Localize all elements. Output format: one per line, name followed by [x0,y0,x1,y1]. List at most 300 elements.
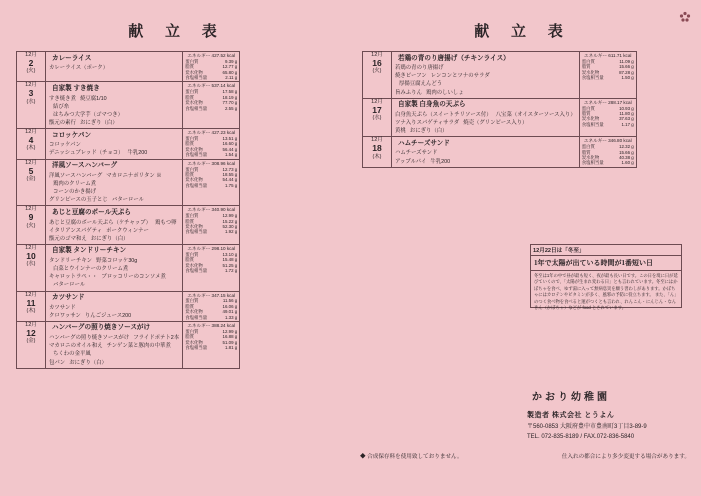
menu-month: 12月 [25,52,37,58]
menu-item-detail: フライドポテト2本 [133,335,180,342]
nutrition-row [581,75,635,80]
nutrition-value: 1.92 g [224,229,238,235]
menu-item-detail: おにぎり（白） [79,120,118,127]
nutrition-energy: エネルギー 427.52 kcal [187,53,236,58]
nutrition-cell [183,159,240,206]
nutrition-label: 蛋白質 [581,144,595,150]
nutrition-label: 炭水化物 [185,146,203,152]
nutrition-value: 13.10 g [222,251,238,257]
nutrition-row [184,152,238,157]
menu-main-dish: 若鶏の青のり唐揚げ（チキンライス） [398,54,510,62]
nutrition-energy: エネルギー 308.96 kcal [187,160,236,166]
nutrition-value: 12.32 g [619,144,634,150]
menu-item-detail: ちくわの金平風 [53,351,91,358]
menu-item [49,304,179,312]
menu-item-detail: 鶏肉のしいしょ [425,89,464,96]
nutrition-cell [183,244,240,291]
notice-title: 1年で太陽が出ている時間が1番短い日 [531,256,681,271]
menu-item-detail: マカロニナポリタン ※ [106,172,162,179]
menu-item-detail: 野菜コロッケ30g [96,258,138,265]
menu-item-name: 包パン [49,359,66,366]
nutrition-energy: エネルギー 340.90 kcal [187,207,236,213]
nutrition-value: 16.06 g [222,303,238,309]
menu-day: 4 [28,135,34,146]
nutrition-label: 炭水化物 [185,339,203,345]
nutrition-value: 77.70 g [222,100,238,106]
nutrition-value: 18.55 g [222,171,238,177]
menu-item-name: グリンピースの玉子とじ [49,197,108,204]
menu-date-cell [363,137,392,167]
nutrition-cell [183,82,240,129]
nutrition-value: 1.81 g [224,345,238,351]
menu-item-detail [448,64,576,72]
nutrition-cell [183,52,240,82]
nutrition-value: 1.33 g [224,314,238,320]
nutrition-row [184,268,238,273]
menu-item [49,196,179,204]
nutrition-label: 食塩相当量 [185,182,208,188]
nutrition-label: 食塩相当量 [185,314,208,320]
manufacturer-address: 〒560-0853 大阪府豊中市豊南町3丁目3-89-9 [527,423,647,430]
menu-date-cell [363,52,392,99]
nutrition-label: 食塩相当量 [581,121,604,127]
nutrition-value: 37.63 g [619,116,634,122]
menu-content-cell [46,82,183,129]
menu-item-name: 若鶏の青のり唐揚げ [395,65,444,72]
nutrition-energy: エネルギー 298.10 kcal [187,245,236,251]
nutrition-cell [579,52,636,99]
nutrition-label: 脂質 [185,171,194,177]
menu-item-detail: 厚揚豆腐えんどう [399,81,443,88]
nutrition-value: 51.25 g [222,262,238,268]
nutrition-value: 10.93 g [619,105,634,111]
table-row [17,244,240,291]
nutrition-row [581,122,635,127]
nutrition-label: 食塩相当量 [581,160,604,166]
menu-item-detail: ブロッコリーのコンソメ煮 [101,274,166,281]
nutrition-label: 脂質 [185,257,194,263]
nutrition-row [184,315,238,320]
nutrition-label: 食塩相当量 [185,345,208,351]
nutrition-label: 炭水化物 [185,100,203,106]
nutrition-value: 15.66 g [619,149,634,155]
nutrition-value: 1.50 g [621,75,634,81]
menu-month: 12月 [25,159,37,166]
menu-item-name: 洋風ソースハンバーグ [49,172,103,179]
menu-date-cell [17,244,46,291]
nutrition-cell [579,98,636,137]
nutrition-value: 12.99 g [222,213,238,219]
nutrition-label: 炭水化物 [185,69,203,75]
menu-content-cell [46,291,183,321]
menu-item [49,95,179,103]
menu-content-cell [46,321,183,368]
table-row [17,291,240,321]
menu-item [49,265,179,273]
menu-weekday: (金) [26,338,36,345]
menu-item-detail: はちみつ大学芋（ゴマつき） [53,111,123,118]
nutrition-label: 炭水化物 [185,224,203,229]
nutrition-label: 炭水化物 [185,262,203,268]
right-menu-table [362,51,637,168]
menu-month: 12月 [25,291,37,298]
footnotes [360,452,690,460]
menu-main-dish: あじと豆腐のボール天ぷら [52,208,131,216]
menu-day: 11 [26,297,36,308]
table-row [17,82,240,129]
nutrition-label: 食塩相当量 [581,75,604,81]
nutrition-value: 15.66 g [619,64,634,70]
nutrition-label: 脂質 [185,64,194,70]
nutrition-energy: エネルギー 537.14 kcal [187,83,236,89]
nutrition-label: 蛋白質 [185,58,199,64]
menu-content-cell [46,244,183,291]
menu-content-cell [392,98,580,137]
footnote-substitution: 仕入れの都合により多少変更する場合があります。 [561,454,690,460]
menu-item [49,235,179,243]
menu-item-detail: 八宝菜（オイスターソース入り） [495,111,576,118]
menu-item-detail: 牛乳200 [430,158,451,165]
menu-item-name: コロッケパン [49,142,81,149]
nutrition-row [184,75,238,80]
nutrition-cell [579,137,636,167]
menu-item-detail: 鶏肉のクリーム煮 [53,180,97,187]
nutrition-value: 11.80 g [619,111,634,117]
menu-item-name: ハンバーグの照り焼きソースがけ [49,335,130,342]
left-menu-table [16,51,240,369]
menu-item-detail: 焼売（グリンピース入り） [463,120,528,127]
notice-body: 冬至は1年の中で昼が最も短く、夜が最も長い日です。この日を境に日が延びていくので、「太陽が生まれ変わる日」とも言われています。冬至にはかぼちゃを食べ、ゆず湯に入って無病息災を願う習わしがあります。かぼちゃにはカロテンやビタミンが多く、風邪の予防に役立ちます。 また、「ん」のつく食べ物を食べると運がつくとも言われ、れんこん・にんじん・なんきん（かぼちゃ）などが food とされています。 [534,273,678,311]
nutrition-value: 13.51 g [222,136,238,142]
nutrition-label: 炭水化物 [581,154,600,160]
menu-item-name: クロワッサン [49,312,81,319]
menu-item [49,257,179,265]
menu-item-detail: 焼豆腐1/10 [79,95,107,102]
notice-date-row [531,245,681,256]
menu-month: 12月 [25,321,37,328]
nutrition-label: 脂質 [185,303,194,309]
nutrition-energy: エネルギー 388.24 kcal [187,322,236,328]
nutrition-value: 49.01 g [222,309,238,315]
nutrition-value: 87.28 g [619,69,634,75]
menu-item-detail: 牛乳200 [127,150,148,157]
menu-date-cell [17,206,46,245]
nutrition-cell [183,291,240,321]
menu-date-cell [17,291,46,321]
footnote-preservatives: ◆ 合成保存料を使用致しておりません。 [360,454,463,460]
nutrition-label: 食塩相当量 [185,267,208,273]
menu-month: 12月 [25,129,37,136]
right-page [352,8,694,488]
nutrition-value: 1.72 g [224,267,238,273]
nutrition-value: 16.60 g [222,141,238,147]
table-row [363,52,637,99]
menu-day: 18 [372,143,382,154]
nutrition-label: 蛋白質 [581,105,595,111]
menu-main-dish: 自家製 タンドリーチキン [52,247,127,255]
nutrition-label: 蛋白質 [185,213,199,219]
table-row [17,52,240,82]
menu-item [49,312,179,320]
menu-item-detail: ポークウィンナー [106,227,149,234]
nutrition-label: 蛋白質 [185,136,199,142]
menu-item [49,103,179,111]
menu-month: 12月 [25,82,37,89]
menu-date-cell [17,321,46,368]
menu-item [49,149,179,157]
menu-item-name: イタリアンスパゲティ [49,227,103,234]
menu-item-name: すき焼き煮 [49,95,76,102]
nutrition-value: 15.22 g [222,218,238,224]
nutrition-label: 炭水化物 [581,116,600,122]
menu-main-dish: カツサンド [52,294,85,302]
nutrition-row [184,229,238,234]
nutrition-label: 脂質 [185,218,194,224]
nutrition-label: 蛋白質 [185,166,199,172]
menu-item-detail: おにぎり（白） [69,359,107,366]
nutrition-row [184,183,238,188]
menu-item [395,149,576,157]
table-row [363,137,637,167]
menu-item-name: 焼きビーフン [395,73,427,80]
nutrition-label: 食塩相当量 [185,229,208,235]
menu-main-dish: ハンバーグの照り焼きソースがけ [52,324,151,332]
nutrition-label: 炭水化物 [581,69,600,75]
nutrition-label: 食塩相当量 [185,75,208,81]
menu-item-name: 白身魚天ぷら（スイートチリソース付） [395,111,492,118]
nutrition-energy: エネルギー 427.23 kcal [187,130,236,136]
notice-date: 12月22日は「冬至」 [533,248,585,254]
menu-item [49,188,179,196]
menu-item [395,72,576,80]
menu-item-name: タンドリーチキン [49,258,93,265]
menu-day: 9 [28,212,34,223]
menu-item-name: ハムチーズサンド [395,150,438,157]
menu-weekday: (金) [26,175,36,182]
nutrition-label: 蛋白質 [581,58,595,64]
nutrition-label: 蛋白質 [185,89,199,95]
nutrition-value: 1.54 g [224,152,238,158]
menu-item-name: 甑元の素行 [49,120,76,127]
menu-day: 3 [28,88,34,99]
nutrition-value: 16.88 g [222,334,238,340]
nutrition-energy: エネルギー 346.80 kcal [583,138,632,144]
menu-day: 5 [28,165,34,176]
menu-item-detail: おにぎり（白） [90,235,129,242]
menu-month: 12月 [371,98,383,105]
menu-item [49,273,179,281]
menu-item-name: ツナ入りスパゲティサラダ [395,120,460,127]
menu-main-dish: 自家製 すき焼き [52,84,100,92]
menu-item-detail [441,149,575,157]
nutrition-label: 食塩相当量 [185,152,208,158]
menu-weekday: (水) [372,115,382,121]
menu-main-dish: カレーライス [52,54,92,62]
menu-item-detail [80,304,180,312]
nutrition-label: 炭水化物 [185,309,203,315]
menu-content-cell [46,52,183,82]
menu-weekday: (火) [372,68,382,75]
nutrition-label: 蛋白質 [185,298,199,304]
nutrition-row [184,106,238,111]
menu-item [395,127,576,135]
menu-date-cell [17,52,46,82]
nutrition-label: 蛋白質 [185,328,199,334]
menu-item [49,219,179,227]
nutrition-label: 食塩相当量 [185,105,208,111]
menu-item [395,80,576,88]
menu-item-name: アップルパイ [395,158,427,165]
menu-item-name: 甑元のゴマ和え [49,235,87,242]
menu-item [395,89,576,97]
seasonal-notice-box [530,244,682,311]
nutrition-cell [183,206,240,245]
menu-date-cell [17,82,46,129]
manufacturer-phone: TEL. 072-835-8189 / FAX.072-836-5840 [527,434,635,441]
menu-item-detail: 鶏もつ卵 [155,219,177,226]
nutrition-value: 2.11 g [225,75,238,81]
nutrition-value: 40.38 g [619,154,634,160]
menu-item-detail: おにぎり（白） [409,128,448,135]
nutrition-value: 18.19 g [222,94,238,100]
nutrition-value: 12.73 g [222,166,238,172]
menu-main-dish: ハムチーズサンド [398,139,450,147]
menu-item-name: カツサンド [49,304,76,311]
nutrition-value: 1.60 g [621,160,634,166]
nutrition-label: 脂質 [581,111,591,117]
menu-content-cell [46,206,183,245]
menu-date-cell [17,129,46,159]
menu-item-name: デニッシュブレッド（チョコ） [49,150,124,157]
menu-main-dish: 洋風ソースハンバーグ [52,162,118,170]
menu-weekday: (水) [26,98,36,105]
menu-item-name: 旨みふりん [395,89,422,96]
menu-day: 17 [372,104,382,115]
menu-date-cell [363,98,392,137]
menu-day: 16 [372,57,382,68]
menu-weekday: (木) [372,153,382,160]
menu-item-detail: コーンのかき揚げ [53,189,97,196]
menu-item-detail: バターロール [111,197,145,204]
kindergarten-name: かおり幼稚園 [532,392,610,403]
menu-item-name: キャロットラペ・・ [49,274,98,281]
nutrition-cell [183,321,240,368]
nutrition-energy: エネルギー 611.71 kcal [584,53,632,58]
menu-content-cell [392,137,580,167]
menu-day: 2 [28,57,34,68]
nutrition-cell [183,129,240,159]
menu-weekday: (木) [26,145,36,152]
nutrition-energy: エネルギー 288.17 kcal [583,99,632,105]
menu-item-name: カレーライス（ポーク） [49,65,109,72]
manufacturer-info [527,410,692,442]
menu-item [49,334,179,342]
nutrition-value: 17.58 g [222,89,238,95]
menu-item [49,227,179,235]
nutrition-label: 炭水化物 [185,177,203,183]
table-row [17,321,240,368]
nutrition-energy: エネルギー 347.15 kcal [187,292,236,298]
menu-item [49,350,179,358]
menu-month: 12月 [25,244,37,251]
nutrition-label: 脂質 [185,141,194,147]
menu-item [49,64,179,72]
menu-date-cell [17,159,46,206]
menu-content-cell [46,129,183,159]
nutrition-value: 52.30 g [222,224,238,229]
menu-item [49,111,179,119]
menu-content-cell [46,159,183,206]
left-page-title: 献 立 表 [128,24,226,40]
menu-item [49,342,179,350]
menu-day: 12 [26,327,36,338]
menu-item-name: マカロニのオイル和え [49,343,103,350]
table-row [17,206,240,245]
menu-content-cell [392,52,580,99]
nutrition-value: 51.09 g [222,339,238,345]
nutrition-label: 脂質 [581,64,591,70]
menu-item-detail: りんごジュース200 [84,312,132,319]
menu-item-detail: チンゲン菜と豚肉の中華煮 [106,343,171,350]
menu-weekday: (水) [26,261,36,268]
menu-item [49,119,179,127]
menu-item [49,141,179,149]
nutrition-label: 蛋白質 [185,251,199,257]
menu-item-detail: バターロール [53,282,86,289]
menu-weekday: (木) [26,307,36,314]
flower-icon [679,11,691,23]
nutrition-row [184,345,238,350]
menu-main-dish: コロッケパン [52,131,92,139]
nutrition-label: 脂質 [581,149,591,155]
table-row [363,98,637,137]
menu-day: 10 [26,250,36,261]
menu-month: 12月 [371,52,383,58]
manufacturer-name: 製造者 株式会社 とうよん [527,412,615,419]
menu-month: 12月 [371,137,383,144]
menu-main-dish: 自家製 白身魚の天ぷら [398,101,466,109]
nutrition-row [581,160,635,165]
menu-item [395,158,576,166]
menu-item [395,64,576,72]
menu-weekday: (火) [26,222,36,229]
menu-item-name: あじと豆腐のボール天ぷら（ケチャップ） [49,219,151,226]
menu-item [49,359,179,367]
nutrition-value: 1.17 g [621,121,634,127]
table-row [17,129,240,159]
menu-weekday: (火) [26,68,36,75]
nutrition-value: 9.39 g [224,58,238,64]
menu-item [49,281,179,289]
right-page-title: 献 立 表 [474,24,572,40]
nutrition-value: 11.56 g [222,298,238,304]
nutrition-label: 脂質 [185,334,194,340]
menu-item [395,119,576,127]
menu-item-detail [85,141,179,149]
nutrition-value: 12.99 g [222,328,238,334]
menu-month: 12月 [25,206,37,213]
nutrition-value: 1.75 g [224,182,238,188]
left-page [6,8,348,488]
nutrition-label: 脂質 [185,94,194,100]
nutrition-value: 15.48 g [222,257,238,263]
nutrition-value: 65.80 g [222,69,238,75]
nutrition-value: 12.77 g [222,64,238,70]
menu-item-detail [112,64,179,72]
nutrition-value: 54.44 g [222,177,238,183]
nutrition-value: 56.44 g [222,146,238,152]
menu-item [49,180,179,188]
